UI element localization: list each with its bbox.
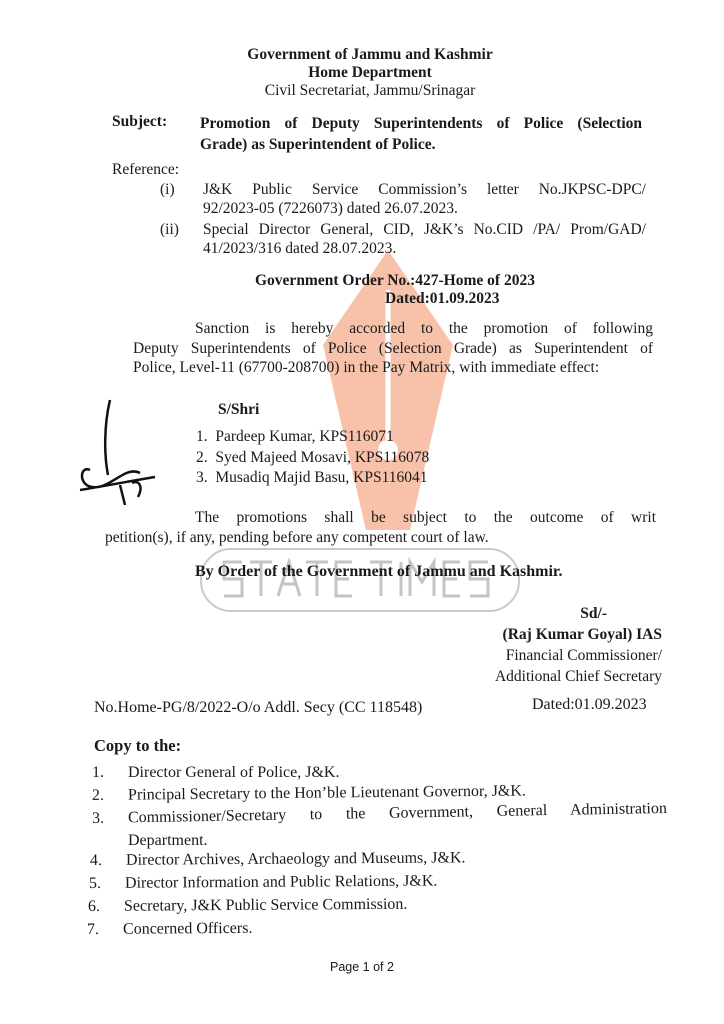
shri-heading: S/Shri (218, 401, 260, 418)
officer-item: 1. Pardeep Kumar, KPS116071 (196, 428, 394, 445)
copy-item (87, 920, 253, 939)
sd-mark: Sd/- (580, 605, 607, 622)
copy-num: 1. (92, 764, 104, 781)
para-line: petition(s), if any, pending before any competent court of law. (105, 529, 489, 546)
reference-list (160, 180, 646, 258)
copy-item (90, 849, 466, 870)
reference-number: No.Home-PG/8/2022-O/o Addl. Secy (CC 118548) (94, 699, 423, 716)
copy-text: Director Archives, Archaeology and Museums, J&K. (125, 849, 466, 869)
govt-name: Government of Jammu and Kashmir (247, 46, 493, 63)
copy-num: 6. (87, 897, 101, 915)
address: Civil Secretariat, Jammu/Srinagar (264, 82, 476, 99)
officer-item: 2. Syed Majeed Mosavi, KPS116078 (196, 448, 430, 466)
reference-text: 41/2023/316 dated 28.07.2023. (203, 240, 397, 257)
copy-text: Department. (128, 832, 208, 849)
by-order: By Order of the Government of Jammu and Kashmir. (195, 563, 563, 580)
copy-item (92, 764, 339, 782)
subject-line: Promotion of Deputy Superintendents of Police (Selection (200, 115, 642, 132)
officer-list (196, 427, 429, 489)
page-number: Page 1 of 2 (330, 960, 394, 974)
subject-line: Grade) as Superintendent of Police. (200, 136, 436, 153)
subject-label: Subject: (112, 113, 168, 130)
copy-item (88, 896, 407, 916)
reference-num: (ii) (160, 221, 179, 238)
para-line: Deputy Superintendents of Police (Selection Grade) as Superintendent of (133, 339, 653, 357)
copy-num: 5. (88, 874, 102, 892)
signatory-title: Financial Commissioner/ (505, 647, 662, 664)
reference-item (160, 220, 646, 258)
writ-paragraph (105, 508, 656, 548)
signatory-block (440, 603, 662, 687)
department: Home Department (308, 64, 432, 81)
reference-item (160, 180, 646, 218)
para-line: The promotions shall be subject to the outcome of writ (195, 509, 656, 526)
copy-text: Director General of Police, J&K. (128, 764, 340, 781)
reference-text: J&K Public Service Commission’s letter No.JKPSC-DPC/ (203, 181, 646, 198)
copy-text: Director Information and Public Relations, J&K. (124, 872, 438, 892)
copy-item (89, 873, 438, 893)
copy-text: Principal Secretary to the Hon’ble Lieutenant Governor, J&K. (127, 782, 526, 804)
reference-label: Reference: (112, 161, 180, 178)
signatory-name: (Raj Kumar Goyal) IAS (502, 626, 662, 643)
reference-num: (i) (160, 181, 175, 198)
signatory-title: Additional Chief Secretary (494, 668, 662, 685)
copy-num: 3. (91, 809, 105, 827)
copy-num: 2. (91, 786, 105, 804)
reference-text: 92/2023-05 (7226073) dated 26.07.2023. (203, 200, 458, 217)
copy-num: 7. (86, 920, 100, 938)
letterhead (170, 46, 570, 100)
reference-date: Dated:01.09.2023 (532, 696, 647, 713)
copy-heading: Copy to the: (94, 736, 182, 755)
copy-item (92, 782, 526, 805)
order-date: Dated:01.09.2023 (385, 290, 500, 307)
reference-text: Special Director General, CID, J&K’s No.CID /PA/ Prom/GAD/ (203, 221, 646, 238)
subject-text (200, 113, 642, 155)
copy-text: Commissioner/Secretary to the Government, General Administration (127, 799, 668, 827)
copy-num: 4. (89, 851, 103, 869)
order-number: Government Order No.:427-Home of 2023 (255, 272, 535, 289)
sanction-paragraph (133, 319, 653, 378)
para-line: Police, Level-11 (67700-208700) in the Pay Matrix, with immediate effect: (133, 359, 600, 376)
copy-item (92, 832, 208, 850)
para-line: Sanction is hereby accorded to the promotion of following (195, 320, 653, 337)
handwritten-signature-icon (70, 395, 160, 515)
copy-text: Secretary, J&K Public Service Commission. (123, 895, 408, 915)
officer-item: 3. Musadiq Majid Basu, KPS116041 (196, 469, 428, 486)
copy-text: Concerned Officers. (122, 919, 253, 938)
copy-item (92, 800, 667, 828)
